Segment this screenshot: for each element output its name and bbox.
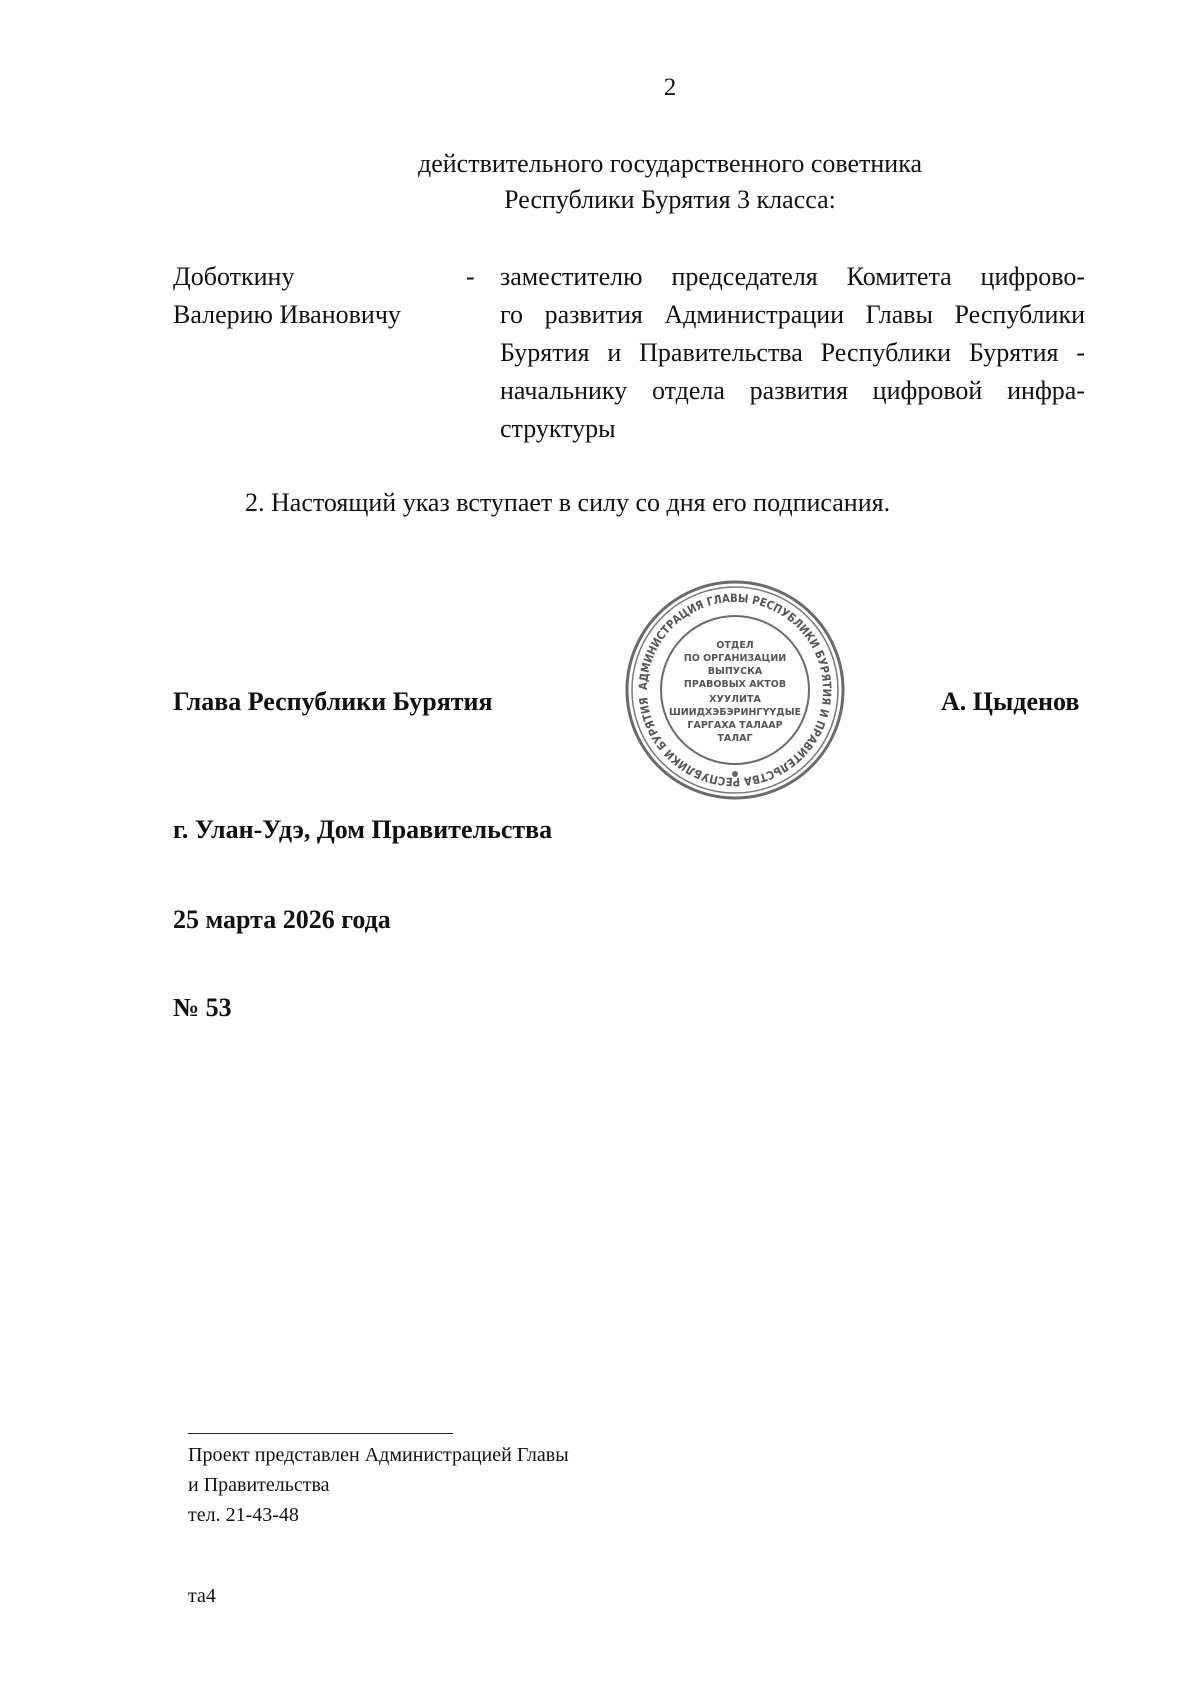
awardee-position-line: Бурятия и Правительства Республики Бурятия -: [500, 338, 1085, 367]
signatory-name: А. Цыденов: [941, 687, 1080, 716]
awardee-surname: Доботкину: [173, 262, 295, 291]
awardee-position: [500, 258, 1085, 448]
document-code: та4: [188, 1585, 216, 1607]
footnote-line-2: и Правительства: [188, 1474, 330, 1496]
svg-text:ШИИДХЭБЭРИНГҮҮДЫЕ: ШИИДХЭБЭРИНГҮҮДЫЕ: [668, 707, 802, 718]
award-heading-line-1: действительного государственного советника: [417, 149, 923, 178]
awardee-dash: -: [466, 262, 475, 291]
page-number: 2: [663, 74, 677, 101]
footnote: [188, 1440, 569, 1530]
svg-text:ПО ОРГАНИЗАЦИИ: ПО ОРГАНИЗАЦИИ: [683, 653, 787, 664]
svg-text:ОТДЕЛ: ОТДЕЛ: [716, 640, 754, 651]
footnote-line-3: тел. 21-43-48: [188, 1504, 299, 1526]
decree-number: № 53: [173, 993, 232, 1022]
footnote-line-1: Проект представлен Администрацией Главы: [188, 1444, 569, 1466]
svg-text:АДМИНИСТРАЦИЯ ГЛАВЫ РЕСПУБЛИКИ: АДМИНИСТРАЦИЯ ГЛАВЫ РЕСПУБЛИКИ БУРЯТИЯ И ПРАВИТЕЛЬСТВА РЕСПУБЛИКИ БУРЯТИЯ: [635, 590, 835, 790]
awardee-position-line: заместителю председателя Комитета цифрово-: [500, 262, 1085, 291]
clause-2: 2. Настоящий указ вступает в силу со дня его подписания.: [245, 488, 891, 517]
awardee-name: [173, 258, 401, 334]
signing-date: 25 марта 2026 года: [173, 905, 391, 934]
award-heading-line-2: Республики Бурятия 3 класса:: [504, 185, 836, 214]
official-seal: [620, 578, 850, 803]
footnote-divider: [188, 1433, 453, 1434]
svg-text:ПРАВОВЫХ АКТОВ: ПРАВОВЫХ АКТОВ: [683, 679, 787, 690]
svg-text:ГАРГАХА ТАЛААР: ГАРГАХА ТАЛААР: [687, 720, 783, 731]
svg-text:ХУУЛИТА: ХУУЛИТА: [709, 694, 761, 705]
signatory-title: Глава Республики Бурятия: [173, 687, 493, 716]
awardee-given-names: Валерию Ивановичу: [173, 300, 401, 329]
awardee-position-line: го развития Администрации Главы Республики: [500, 300, 1085, 329]
svg-text:ВЫПУСКА: ВЫПУСКА: [707, 666, 763, 677]
svg-text:ТАЛАГ: ТАЛАГ: [717, 733, 753, 744]
award-heading: [0, 146, 1200, 218]
awardee-position-line: структуры: [500, 414, 616, 443]
awardee-position-line: начальнику отдела развития цифровой инфра-: [500, 376, 1085, 405]
signing-place: г. Улан-Удэ, Дом Правительства: [173, 815, 553, 844]
